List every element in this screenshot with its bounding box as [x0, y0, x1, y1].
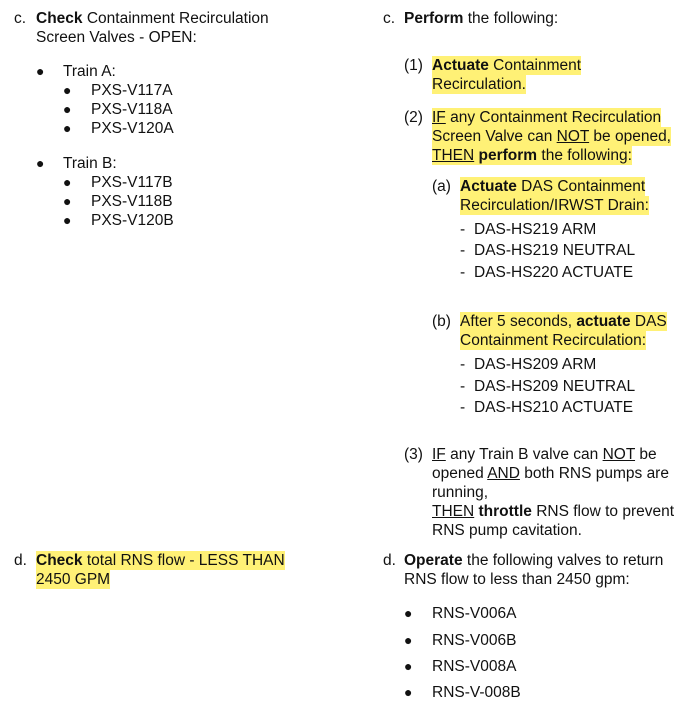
- step-letter: c.: [383, 10, 396, 27]
- substep-text-line2: Screen Valve can NOT be opened,: [432, 128, 671, 145]
- switch-item: DAS-HS209 NEUTRAL: [474, 378, 636, 395]
- substep-text: Actuate Containment: [432, 57, 582, 74]
- substep-text-line2: Recirculation.: [432, 76, 526, 93]
- train-label: Train A:: [63, 63, 116, 80]
- step-text: Operate the following valves to return: [404, 552, 664, 569]
- valve-item: RNS-V-008B: [432, 684, 521, 701]
- valve-item: RNS-V008A: [432, 658, 517, 675]
- substep-number: (a): [432, 178, 451, 195]
- bullet-icon: ●: [63, 174, 72, 190]
- step-text-line2: RNS flow to less than 2450 gpm:: [404, 571, 630, 588]
- substep-text-line2: Recirculation/IRWST Drain:: [460, 197, 649, 214]
- substep-text-line2: Containment Recirculation:: [460, 332, 647, 349]
- switch-item: DAS-HS220 ACTUATE: [474, 264, 634, 281]
- valve-item: PXS-V118A: [91, 101, 173, 118]
- step-letter: d.: [14, 552, 27, 569]
- substep-number: (1): [404, 57, 423, 74]
- dash-icon: -: [460, 221, 466, 238]
- substep-number: (3): [404, 446, 423, 463]
- bullet-icon: ●: [63, 212, 72, 228]
- bullet-icon: ●: [63, 82, 72, 98]
- valve-item: PXS-V120B: [91, 212, 174, 229]
- switch-item: DAS-HS219 ARM: [474, 221, 597, 238]
- substep-number: (2): [404, 109, 423, 126]
- valve-item: RNS-V006A: [432, 605, 517, 622]
- substep-text-line2: opened AND both RNS pumps are: [432, 465, 669, 482]
- step-text: Perform the following:: [404, 10, 559, 27]
- switch-item: DAS-HS219 NEUTRAL: [474, 242, 636, 259]
- substep-text-line3: running,: [432, 484, 489, 501]
- switch-item: DAS-HS209 ARM: [474, 356, 597, 373]
- bullet-icon: ●: [63, 193, 72, 209]
- dash-icon: -: [460, 378, 466, 395]
- substep-text-line5: RNS pump cavitation.: [432, 522, 582, 539]
- dash-icon: -: [460, 356, 466, 373]
- valve-item: PXS-V118B: [91, 193, 173, 210]
- bullet-icon: ●: [404, 605, 413, 621]
- bullet-icon: ●: [36, 63, 45, 79]
- substep-number: (b): [432, 313, 451, 330]
- substep-text-line3: THEN perform the following:: [432, 147, 632, 164]
- step-text: Check total RNS flow - LESS THAN: [36, 552, 285, 569]
- step-text-line2: 2450 GPM: [36, 571, 111, 588]
- valve-item: PXS-V117B: [91, 174, 173, 191]
- dash-icon: -: [460, 242, 466, 259]
- substep-text: After 5 seconds, actuate DAS: [460, 313, 667, 330]
- train-label: Train B:: [63, 155, 117, 172]
- bullet-icon: ●: [36, 155, 45, 171]
- dash-icon: -: [460, 399, 466, 416]
- valve-item: PXS-V117A: [91, 82, 173, 99]
- bullet-icon: ●: [63, 120, 72, 136]
- step-text-line2: Screen Valves - OPEN:: [36, 29, 197, 46]
- bullet-icon: ●: [404, 684, 413, 700]
- substep-text: IF any Train B valve can NOT be: [432, 446, 657, 463]
- substep-text: IF any Containment Recirculation: [432, 109, 662, 126]
- step-text: Check Containment Recirculation: [36, 10, 269, 27]
- switch-item: DAS-HS210 ACTUATE: [474, 399, 634, 416]
- valve-item: PXS-V120A: [91, 120, 174, 137]
- bullet-icon: ●: [404, 632, 413, 648]
- bullet-icon: ●: [63, 101, 72, 117]
- step-letter: d.: [383, 552, 396, 569]
- step-letter: c.: [14, 10, 27, 27]
- substep-text: Actuate DAS Containment: [460, 178, 646, 195]
- substep-text-line4: THEN throttle RNS flow to prevent: [432, 503, 675, 520]
- bullet-icon: ●: [404, 658, 413, 674]
- dash-icon: -: [460, 264, 466, 281]
- valve-item: RNS-V006B: [432, 632, 517, 649]
